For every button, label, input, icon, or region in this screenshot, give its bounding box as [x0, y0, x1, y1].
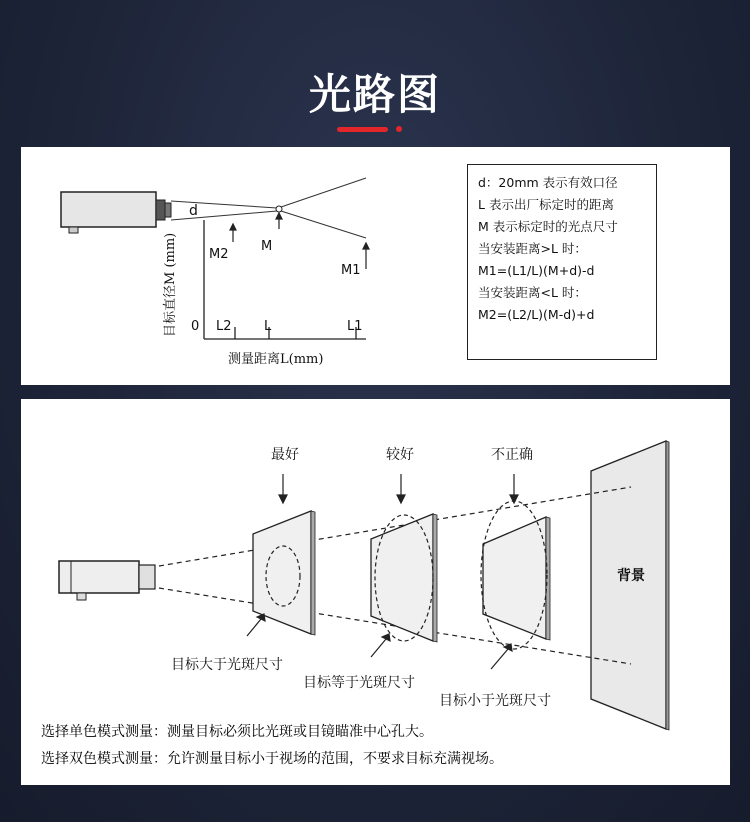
- label-better: 较好: [386, 447, 414, 463]
- label-incorrect: 不正确: [491, 447, 533, 463]
- background-board: [591, 441, 669, 730]
- mode-notes: [41, 719, 721, 773]
- note-single-color: 选择单色模式测量：测量目标必须比光斑或目镜瞄准中心孔大。: [41, 724, 433, 740]
- target-size-panel: [21, 399, 730, 785]
- sensor-icon: [59, 561, 155, 600]
- optical-path-panel: [21, 147, 730, 385]
- legend-line: d：20mm 表示有效口径: [478, 175, 618, 190]
- label-background: 背景: [617, 568, 645, 584]
- legend-line: 当安装距离<L 时：: [478, 285, 587, 300]
- legend-line: M 表示标定时的光点尺寸: [478, 219, 618, 234]
- caption-equal: 目标等于光斑尺寸: [303, 675, 415, 691]
- label-l: L: [264, 319, 272, 334]
- axis-origin-label: 0: [191, 319, 200, 334]
- title-dot: [396, 126, 402, 132]
- legend-line: L 表示出厂标定时的距离: [478, 197, 614, 212]
- target-equal: [371, 514, 437, 642]
- legend-line: 当安装距离>L 时：: [478, 241, 587, 256]
- beam-lines: [171, 178, 366, 238]
- y-axis-label: 目标直径M (mm): [163, 232, 178, 337]
- legend-box: [467, 164, 657, 360]
- label-m1: M1: [341, 263, 361, 278]
- label-l2: L2: [216, 319, 232, 334]
- label-m: M: [261, 239, 273, 254]
- sensor-icon: [61, 192, 171, 233]
- page-title: 光路图: [308, 70, 441, 119]
- caption-larger: 目标大于光斑尺寸: [171, 657, 283, 673]
- focus-point: [276, 206, 282, 212]
- title-underline: [337, 127, 388, 132]
- label-d: d: [189, 203, 198, 219]
- label-m2: M2: [209, 247, 229, 262]
- target-smaller: [481, 501, 550, 649]
- legend-line: M2=(L2/L)(M-d)+d: [478, 307, 595, 322]
- legend-line: M1=(L1/L)(M+d)-d: [478, 263, 595, 278]
- caption-smaller: 目标小于光斑尺寸: [439, 693, 551, 709]
- label-l1: L1: [347, 319, 363, 334]
- label-best: 最好: [271, 447, 299, 463]
- x-axis-label: 测量距离L(mm): [228, 352, 324, 367]
- arrows: [230, 213, 369, 269]
- note-dual-color: 选择双色模式测量：允许测量目标小于视场的范围，不要求目标充满视场。: [41, 751, 503, 767]
